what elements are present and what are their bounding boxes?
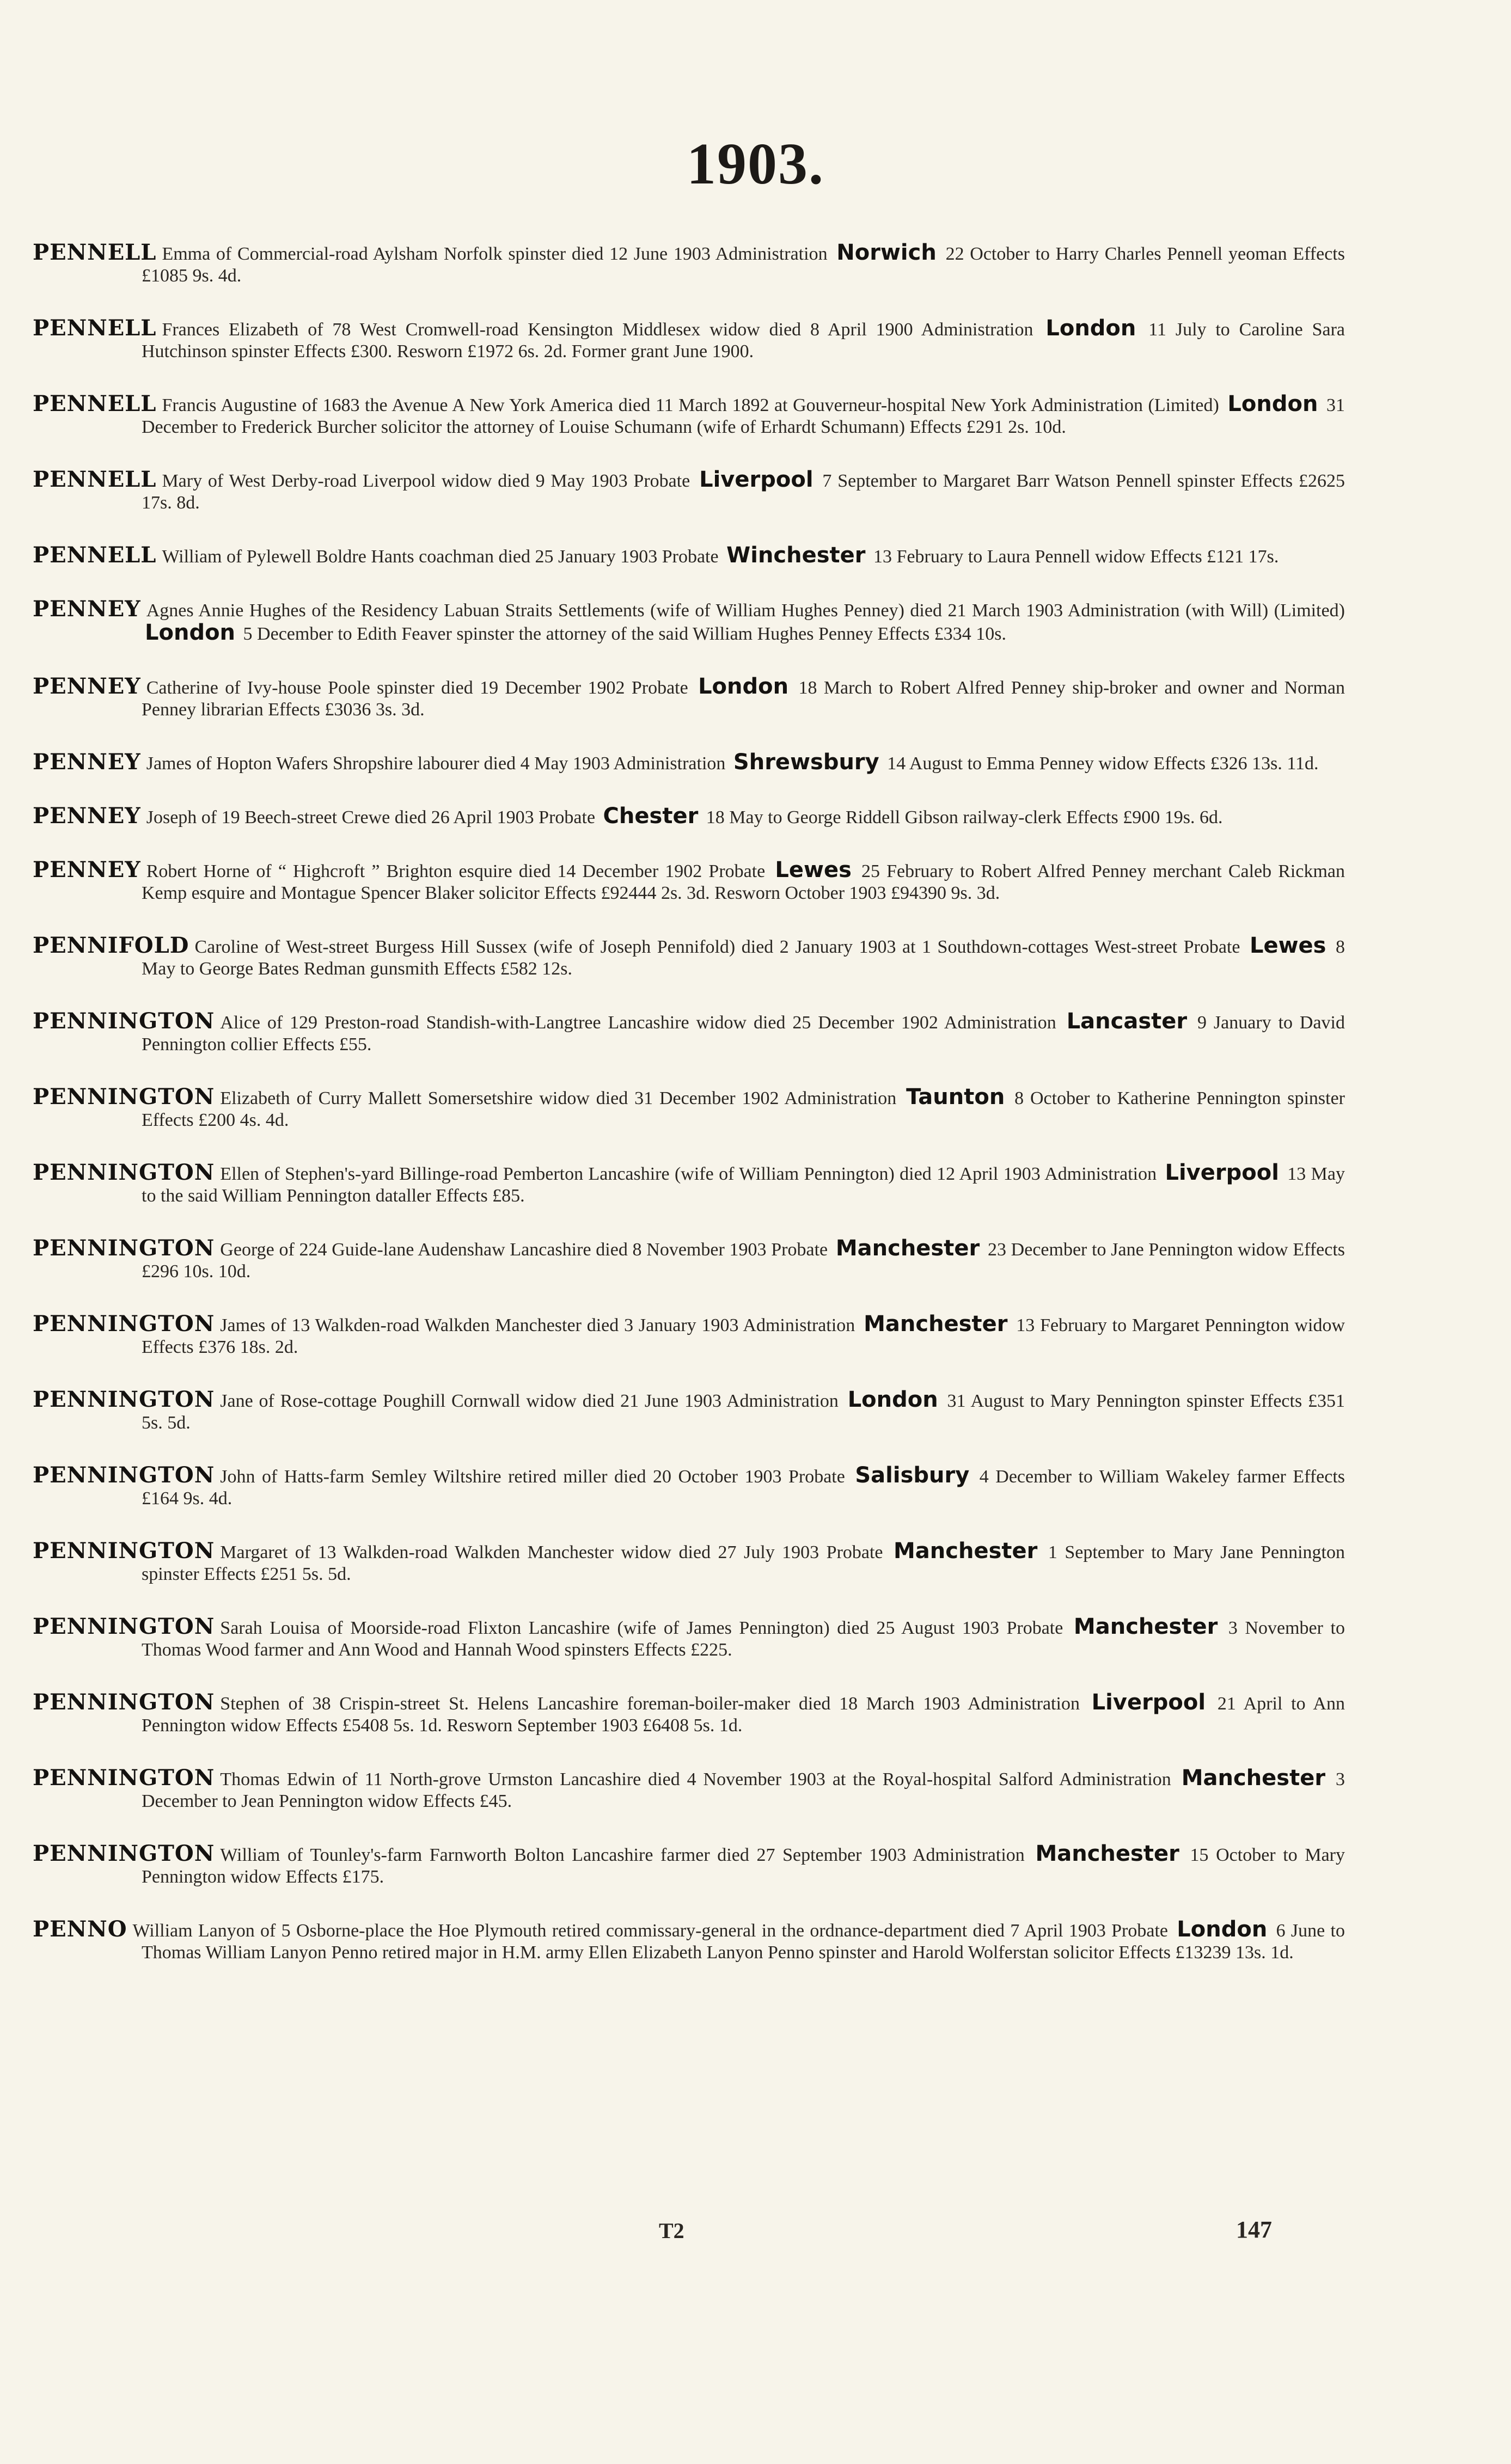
entry-registry-place: Manchester bbox=[1073, 1614, 1218, 1639]
entry-registry-place: Lewes bbox=[1249, 933, 1326, 958]
entry-text-after-registry: 22 October to Harry Charles Pennell yeoman Effects £1085 9s. 4d. bbox=[142, 244, 1345, 286]
entry-surname: PENNINGTON bbox=[33, 1841, 215, 1866]
entry-surname: PENNEY bbox=[33, 596, 141, 622]
entries-list bbox=[33, 223, 1345, 1994]
entry-surname: PENNINGTON bbox=[33, 1008, 215, 1034]
register-entry bbox=[33, 1540, 1345, 1585]
page-year-heading: 1903. bbox=[687, 132, 824, 197]
entry-registry-place: Manchester bbox=[894, 1539, 1038, 1564]
entry-surname: PENNINGTON bbox=[33, 1084, 215, 1110]
entry-text-before-registry: William of Pylewell Boldre Hants coachman died 25 January 1903 Probate bbox=[162, 547, 724, 567]
entry-registry-place: Taunton bbox=[906, 1084, 1005, 1110]
entry-surname: PENNELL bbox=[33, 315, 157, 341]
entry-surname: PENNINGTON bbox=[33, 1160, 215, 1185]
entry-text-after-registry: 3 December to Jean Pennington widow Effects £45. bbox=[142, 1769, 1345, 1811]
entry-text-after-registry: 18 May to George Riddell Gibson railway-clerk Effects £900 19s. 6d. bbox=[701, 807, 1223, 828]
entry-registry-place: Norwich bbox=[836, 240, 937, 265]
register-entry bbox=[33, 1616, 1345, 1661]
entry-surname: PENNO bbox=[33, 1916, 127, 1942]
register-entry bbox=[33, 1010, 1345, 1056]
entry-surname: PENNELL bbox=[33, 240, 157, 265]
entry-text-before-registry: Robert Horne of “ Highcroft ” Brighton esquire died 14 December 1902 Probate bbox=[146, 861, 772, 881]
entry-text-before-registry: Agnes Annie Hughes of the Residency Labuan Straits Settlements (wife of William Hughes Penney) died 21 March 1903 Administration (with Will) (Limited) bbox=[146, 600, 1345, 621]
entry-text-after-registry: 8 October to Katherine Pennington spinster Effects £200 4s. 4d. bbox=[142, 1088, 1345, 1130]
entry-text-after-registry: 3 November to Thomas Wood farmer and Ann Wood and Hannah Wood spinsters Effects £225. bbox=[142, 1618, 1345, 1660]
entry-text-after-registry: 15 October to Mary Pennington widow Effects £175. bbox=[142, 1845, 1345, 1887]
entry-surname: PENNELL bbox=[33, 391, 157, 416]
entry-registry-place: Lancaster bbox=[1066, 1009, 1188, 1034]
register-entry bbox=[33, 1313, 1345, 1358]
register-entry bbox=[33, 1843, 1345, 1888]
register-entry bbox=[33, 544, 1345, 568]
entry-registry-place: Liverpool bbox=[1091, 1690, 1206, 1715]
entry-text-after-registry: 18 March to Robert Alfred Penney ship-broker and owner and Norman Penney librarian Effects £3036 3s. 3d. bbox=[142, 678, 1345, 720]
entry-text-after-registry: 6 June to Thomas William Lanyon Penno retired major in H.M. army Ellen Elizabeth Lanyon Penno spinster and Harold Wolferstan solicitor Effects £13239 13s. 1d. bbox=[142, 1921, 1345, 1963]
entry-registry-place: London bbox=[145, 620, 236, 645]
entry-text-after-registry: 1 September to Mary Jane Pennington spinster Effects £251 5s. 5d. bbox=[142, 1542, 1345, 1584]
register-entry bbox=[33, 751, 1345, 775]
entry-surname: PENNINGTON bbox=[33, 1689, 215, 1715]
entry-surname: PENNEY bbox=[33, 749, 141, 775]
entry-text-before-registry: Margaret of 13 Walkden-road Walkden Manchester widow died 27 July 1903 Probate bbox=[220, 1542, 890, 1562]
entry-surname: PENNELL bbox=[33, 542, 157, 568]
register-entry bbox=[33, 1389, 1345, 1434]
entry-text-after-registry: 9 January to David Pennington collier Effects £55. bbox=[142, 1013, 1345, 1055]
entry-text-after-registry: 13 May to the said William Pennington dataller Effects £85. bbox=[142, 1164, 1345, 1206]
entry-text-after-registry: 25 February to Robert Alfred Penney merchant Caleb Rickman Kemp esquire and Montague Spencer Blaker solicitor Effects £92444 2s. 3d. Resworn October 1903 £94390 9s. 3d. bbox=[142, 861, 1345, 903]
entry-surname: PENNELL bbox=[33, 467, 157, 492]
register-entry bbox=[33, 469, 1345, 514]
entry-text-before-registry: James of Hopton Wafers Shropshire labourer died 4 May 1903 Administration bbox=[146, 753, 730, 774]
entry-registry-place: Manchester bbox=[864, 1311, 1008, 1337]
register-entry bbox=[33, 393, 1345, 438]
register-entry bbox=[33, 935, 1345, 980]
entry-text-after-registry: 31 August to Mary Pennington spinster Effects £351 5s. 5d. bbox=[142, 1391, 1345, 1433]
entry-text-before-registry: Elizabeth of Curry Mallett Somersetshire widow died 31 December 1902 Administration bbox=[220, 1088, 903, 1108]
register-entry bbox=[33, 598, 1345, 645]
entry-text-before-registry: Sarah Louisa of Moorside-road Flixton Lancashire (wife of James Pennington) died 25 August 1903 Probate bbox=[220, 1618, 1070, 1638]
entry-text-before-registry: Ellen of Stephen's-yard Billinge-road Pemberton Lancashire (wife of William Pennington) died 12 April 1903 Administration bbox=[220, 1164, 1162, 1184]
entry-surname: PENNEY bbox=[33, 803, 141, 829]
register-entry bbox=[33, 673, 1345, 721]
entry-text-before-registry: Alice of 129 Preston-road Standish-with-Langtree Lancashire widow died 25 December 1902 Administration bbox=[220, 1013, 1063, 1033]
entry-text-after-registry: 21 April to Ann Pennington widow Effects £5408 5s. 1d. Resworn September 1903 £6408 5s. 1d. bbox=[142, 1694, 1345, 1736]
entry-surname: PENNINGTON bbox=[33, 1462, 215, 1488]
entry-registry-place: Liverpool bbox=[699, 467, 813, 492]
entry-registry-place: Salisbury bbox=[855, 1463, 970, 1488]
entry-text-before-registry: James of 13 Walkden-road Walkden Manchester died 3 January 1903 Administration bbox=[220, 1315, 861, 1335]
entry-registry-place: London bbox=[1227, 391, 1318, 416]
register-entry bbox=[33, 1691, 1345, 1737]
register-entry bbox=[33, 1916, 1345, 1964]
entry-surname: PENNINGTON bbox=[33, 1614, 215, 1639]
register-entry bbox=[33, 1464, 1345, 1510]
entry-surname: PENNINGTON bbox=[33, 1765, 215, 1791]
register-entry bbox=[33, 1162, 1345, 1207]
entry-text-before-registry: Mary of West Derby-road Liverpool widow died 9 May 1903 Probate bbox=[162, 471, 696, 491]
entry-surname: PENNINGTON bbox=[33, 1538, 215, 1564]
entry-surname: PENNEY bbox=[33, 673, 141, 699]
entry-text-before-registry: Emma of Commercial-road Aylsham Norfolk spinster died 12 June 1903 Administration bbox=[162, 244, 834, 264]
entry-registry-place: Manchester bbox=[835, 1236, 980, 1261]
entry-registry-place: London bbox=[1045, 316, 1136, 341]
register-entry bbox=[33, 1237, 1345, 1283]
entry-text-before-registry: Caroline of West-street Burgess Hill Sussex (wife of Joseph Pennifold) died 2 January 1903 at 1 Southdown-cottages West-street Probate bbox=[194, 937, 1246, 957]
entry-text-before-registry: Francis Augustine of 1683 the Avenue A New York America died 11 March 1892 at Gouverneur-hospital New York Administration (Limited) bbox=[162, 395, 1225, 415]
entry-registry-place: Winchester bbox=[726, 543, 866, 568]
entry-text-before-registry: Thomas Edwin of 11 North-grove Urmston Lancashire died 4 November 1903 at the Royal-hospital Salford Administration bbox=[220, 1769, 1178, 1789]
entry-registry-place: Chester bbox=[603, 804, 699, 829]
entry-text-before-registry: Frances Elizabeth of 78 West Cromwell-road Kensington Middlesex widow died 8 April 1900 Administration bbox=[162, 320, 1043, 340]
register-entry bbox=[33, 859, 1345, 904]
entry-text-before-registry: Stephen of 38 Crispin-street St. Helens Lancashire foreman-boiler-maker died 18 March 1903 Administration bbox=[220, 1694, 1088, 1714]
register-entry bbox=[33, 1767, 1345, 1812]
entry-text-after-registry: 23 December to Jane Pennington widow Effects £296 10s. 10d. bbox=[142, 1240, 1345, 1282]
entry-text-after-registry: 4 December to William Wakeley farmer Effects £164 9s. 4d. bbox=[142, 1467, 1345, 1509]
entry-text-after-registry: 13 February to Laura Pennell widow Effects £121 17s. bbox=[868, 547, 1279, 567]
entry-surname: PENNEY bbox=[33, 857, 141, 882]
entry-text-after-registry: 13 February to Margaret Pennington widow Effects £376 18s. 2d. bbox=[142, 1315, 1345, 1357]
entry-text-after-registry: 11 July to Caroline Sara Hutchinson spinster Effects £300. Resworn £1972 6s. 2d. Former grant June 1900. bbox=[142, 320, 1345, 361]
register-entry bbox=[33, 317, 1345, 363]
entry-text-after-registry: 14 August to Emma Penney widow Effects £326 13s. 11d. bbox=[882, 753, 1319, 774]
entry-text-before-registry: Joseph of 19 Beech-street Crewe died 26 April 1903 Probate bbox=[146, 807, 600, 828]
entry-registry-place: Shrewsbury bbox=[733, 750, 879, 775]
entry-registry-place: Lewes bbox=[775, 857, 852, 882]
entry-text-before-registry: William of Tounley's-farm Farnworth Bolton Lancashire farmer died 27 September 1903 Administration bbox=[220, 1845, 1032, 1865]
entry-text-before-registry: John of Hatts-farm Semley Wiltshire retired miller died 20 October 1903 Probate bbox=[220, 1467, 852, 1487]
entry-surname: PENNINGTON bbox=[33, 1311, 215, 1337]
register-entry bbox=[33, 242, 1345, 287]
entry-surname: PENNINGTON bbox=[33, 1235, 215, 1261]
register-entry bbox=[33, 1086, 1345, 1131]
entry-registry-place: Manchester bbox=[1181, 1766, 1326, 1791]
entry-surname: PENNIFOLD bbox=[33, 933, 189, 958]
entry-text-after-registry: 31 December to Frederick Burcher solicitor the attorney of Louise Schumann (wife of Erhardt Schumann) Effects £291 2s. 10d. bbox=[142, 395, 1345, 437]
page-number: 147 bbox=[1236, 2216, 1272, 2243]
entry-text-after-registry: 7 September to Margaret Barr Watson Pennell spinster Effects £2625 17s. 8d. bbox=[142, 471, 1345, 513]
entry-text-before-registry: Jane of Rose-cottage Poughill Cornwall widow died 21 June 1903 Administration bbox=[220, 1391, 845, 1411]
entry-registry-place: London bbox=[698, 674, 789, 699]
entry-registry-place: Liverpool bbox=[1165, 1160, 1279, 1185]
register-entry bbox=[33, 805, 1345, 829]
entry-text-after-registry: 8 May to George Bates Redman gunsmith Effects £582 12s. bbox=[142, 937, 1345, 979]
entry-text-before-registry: William Lanyon of 5 Osborne-place the Hoe Plymouth retired commissary-general in the ordnance-department died 7 April 1903 Probate bbox=[132, 1921, 1174, 1941]
entry-text-after-registry: 5 December to Edith Feaver spinster the attorney of the said William Hughes Penney Effects £334 10s. bbox=[238, 624, 1006, 644]
entry-registry-place: London bbox=[1177, 1917, 1268, 1942]
entry-surname: PENNINGTON bbox=[33, 1387, 215, 1412]
entry-registry-place: Manchester bbox=[1035, 1841, 1179, 1866]
entry-registry-place: London bbox=[847, 1387, 938, 1412]
entry-text-before-registry: George of 224 Guide-lane Audenshaw Lancashire died 8 November 1903 Probate bbox=[220, 1240, 833, 1260]
footer-signature: T2 bbox=[659, 2218, 684, 2243]
entry-text-before-registry: Catherine of Ivy-house Poole spinster died 19 December 1902 Probate bbox=[146, 678, 695, 698]
